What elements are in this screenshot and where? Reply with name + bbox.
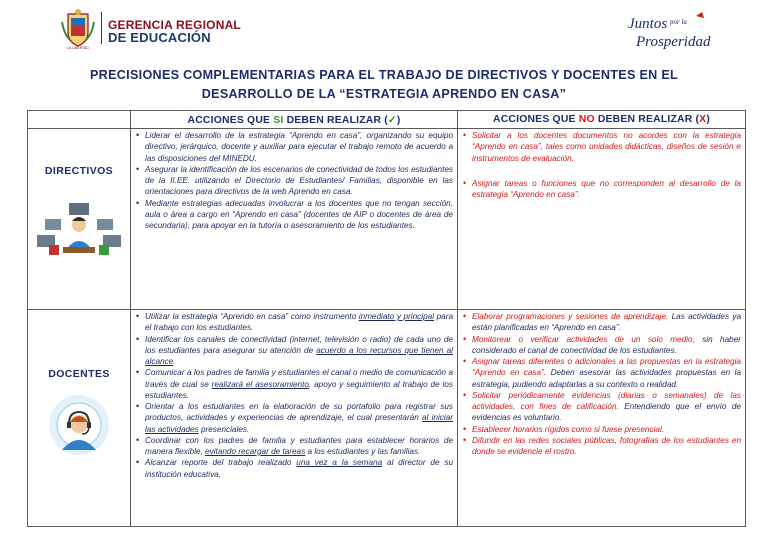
checkmark-icon: ✓ bbox=[387, 114, 397, 126]
list-item: • Establecer horarios rígidos como si fuese presencial. bbox=[472, 424, 741, 435]
list-item: • Difundir en las redes sociales públicas, fotografías de los estudiantes en donde se evidencie el rostro. bbox=[472, 435, 741, 458]
header-si: ACCIONES QUE SI DEBEN REALIZAR (✓) bbox=[131, 111, 458, 129]
cross-icon: X bbox=[699, 114, 707, 125]
precisions-table bbox=[27, 110, 746, 527]
title-line2: DESARROLLO DE LA “ESTRATEGIA APRENDO EN CASA” bbox=[201, 87, 567, 101]
crest-caption: LA LIBERTAD bbox=[67, 46, 89, 50]
list-item: • Alcanzar reporte del trabajo realizado una vez a la semana al director de su institución educativa. bbox=[145, 457, 453, 480]
directivos-no-list bbox=[458, 130, 745, 200]
list-item: • Coordinar con los padres de familia y estudiantes para establecer horarios de manera flexible, evitando recargar de tareas a los estudiantes y las familias. bbox=[145, 435, 453, 458]
list-item: • Orientar a los estudiantes en la elaboración de su portafolio para registrar sus productos, actividades y experiencias de aprendizaje, el cual presentarán al iniciar las actividades presenciales. bbox=[145, 401, 453, 435]
list-item: • Mediante estrategias adecuadas involucrar a los docentes que no tengan sección, aula o área a cargo en “Aprendo en casa” (docentes de AIP o docentes de área de secundaria), para apoyar en la tutoría o asesoramiento de los estudiantes. bbox=[145, 198, 453, 232]
label-directivos: DIRECTIVOS bbox=[44, 165, 114, 177]
directivos-no-cell bbox=[458, 129, 746, 310]
row-docentes bbox=[28, 310, 746, 527]
list-item: • Asignar tareas o funciones que no corresponden al desarrollo de la estrategia “Aprendo en casa”. bbox=[472, 178, 741, 201]
docentes-si-list bbox=[131, 311, 457, 480]
list-item: • Asignar tareas diferentes o adicionales a las propuestas en la estrategia “Aprendo en casa”. Deben asesorar las actividades propuestas en la estrategia, pudiendo adaptarlas a su contexto o realidad. bbox=[472, 356, 741, 390]
header-no: ACCIONES QUE NO DEBEN REALIZAR (X) bbox=[458, 111, 746, 129]
docentes-no-list bbox=[458, 311, 745, 457]
list-item: • Asegurar la identificación de los escenarios de conectividad de todos los estudiantes de la II.EE. utilizando el Directorio de Estudiantes/ Familias, disponible en las orientaciones para directivos de la web Aprendo en casa. bbox=[145, 164, 453, 198]
label-cell-docentes bbox=[28, 310, 131, 527]
list-item: • Elaborar programaciones y sesiones de aprendizaje. Las actividades ya están planificadas en “Aprendo en casa”. bbox=[472, 311, 741, 334]
list-item: • Identificar los canales de conectividad (internet, televisión o radio) de cada uno de los estudiantes para asegurar su atención de acuerdo a los recursos que tienen al alcance. bbox=[145, 334, 453, 368]
slogan-word1: Juntos bbox=[628, 16, 668, 32]
slogan-logo bbox=[618, 8, 728, 52]
slogan-word3: Prosperidad bbox=[636, 34, 711, 50]
org-name-line1: GERENCIA REGIONAL bbox=[108, 18, 241, 32]
regional-crest-icon bbox=[60, 8, 96, 50]
docentes-illustration bbox=[48, 394, 110, 456]
header-empty-cell bbox=[28, 111, 131, 129]
header-divider bbox=[101, 12, 102, 44]
directivos-si-cell bbox=[131, 129, 458, 310]
label-docentes: DOCENTES bbox=[48, 368, 110, 380]
label-cell-directivos bbox=[28, 129, 131, 310]
docentes-no-cell bbox=[458, 310, 746, 527]
list-item: • Monitorear o verificar actividades de un solo medio, sin haber considerado el canal de conectividad de los estudiantes. bbox=[472, 334, 741, 357]
page-title bbox=[40, 66, 728, 104]
list-item: • Liderar el desarrollo de la estrategia “Aprendo en casa”, organizando su equipo directivo, jerárquico, docente y auxiliar para ejecutar el trabajo remoto de acuerdo a las disposiciones del MINEDU. bbox=[145, 130, 453, 164]
org-name-line2: DE EDUCACIÓN bbox=[108, 30, 211, 45]
list-item: • Solicitar a los docentes documentos no acordes con la estrategia “Aprendo en casa”, tales como unidades didácticas, diseños de sesión e instrumentos de evaluación. bbox=[472, 130, 741, 164]
slogan-word2: por la bbox=[670, 18, 687, 26]
list-item: • Comunicar a los padres de familia y estudiantes el canal o medio de comunicación a través de cual se realizará el asesoramiento, apoyo y seguimiento al trabajo de los estudiantes. bbox=[145, 367, 453, 401]
list-item: • Solicitar periódicamente evidencias (diarias o semanales) de las actividades, con fines de calificación. Entendiendo que el envío de evidencias es voluntario. bbox=[472, 390, 741, 424]
slogan-flag-icon bbox=[696, 12, 704, 18]
directivos-si-list bbox=[131, 130, 457, 231]
directivos-illustration bbox=[35, 195, 123, 259]
title-line1: PRECISIONES COMPLEMENTARIAS PARA EL TRABAJO DE DIRECTIVOS Y DOCENTES EN EL bbox=[89, 68, 679, 82]
page-header bbox=[0, 0, 768, 60]
docentes-si-cell bbox=[131, 310, 458, 527]
table-header-row bbox=[28, 111, 746, 129]
row-directivos bbox=[28, 129, 746, 310]
list-item: • Utilizar la estrategia “Aprendo en casa” como instrumento inmediato y principal para el trabajo con los estudiantes. bbox=[145, 311, 453, 334]
